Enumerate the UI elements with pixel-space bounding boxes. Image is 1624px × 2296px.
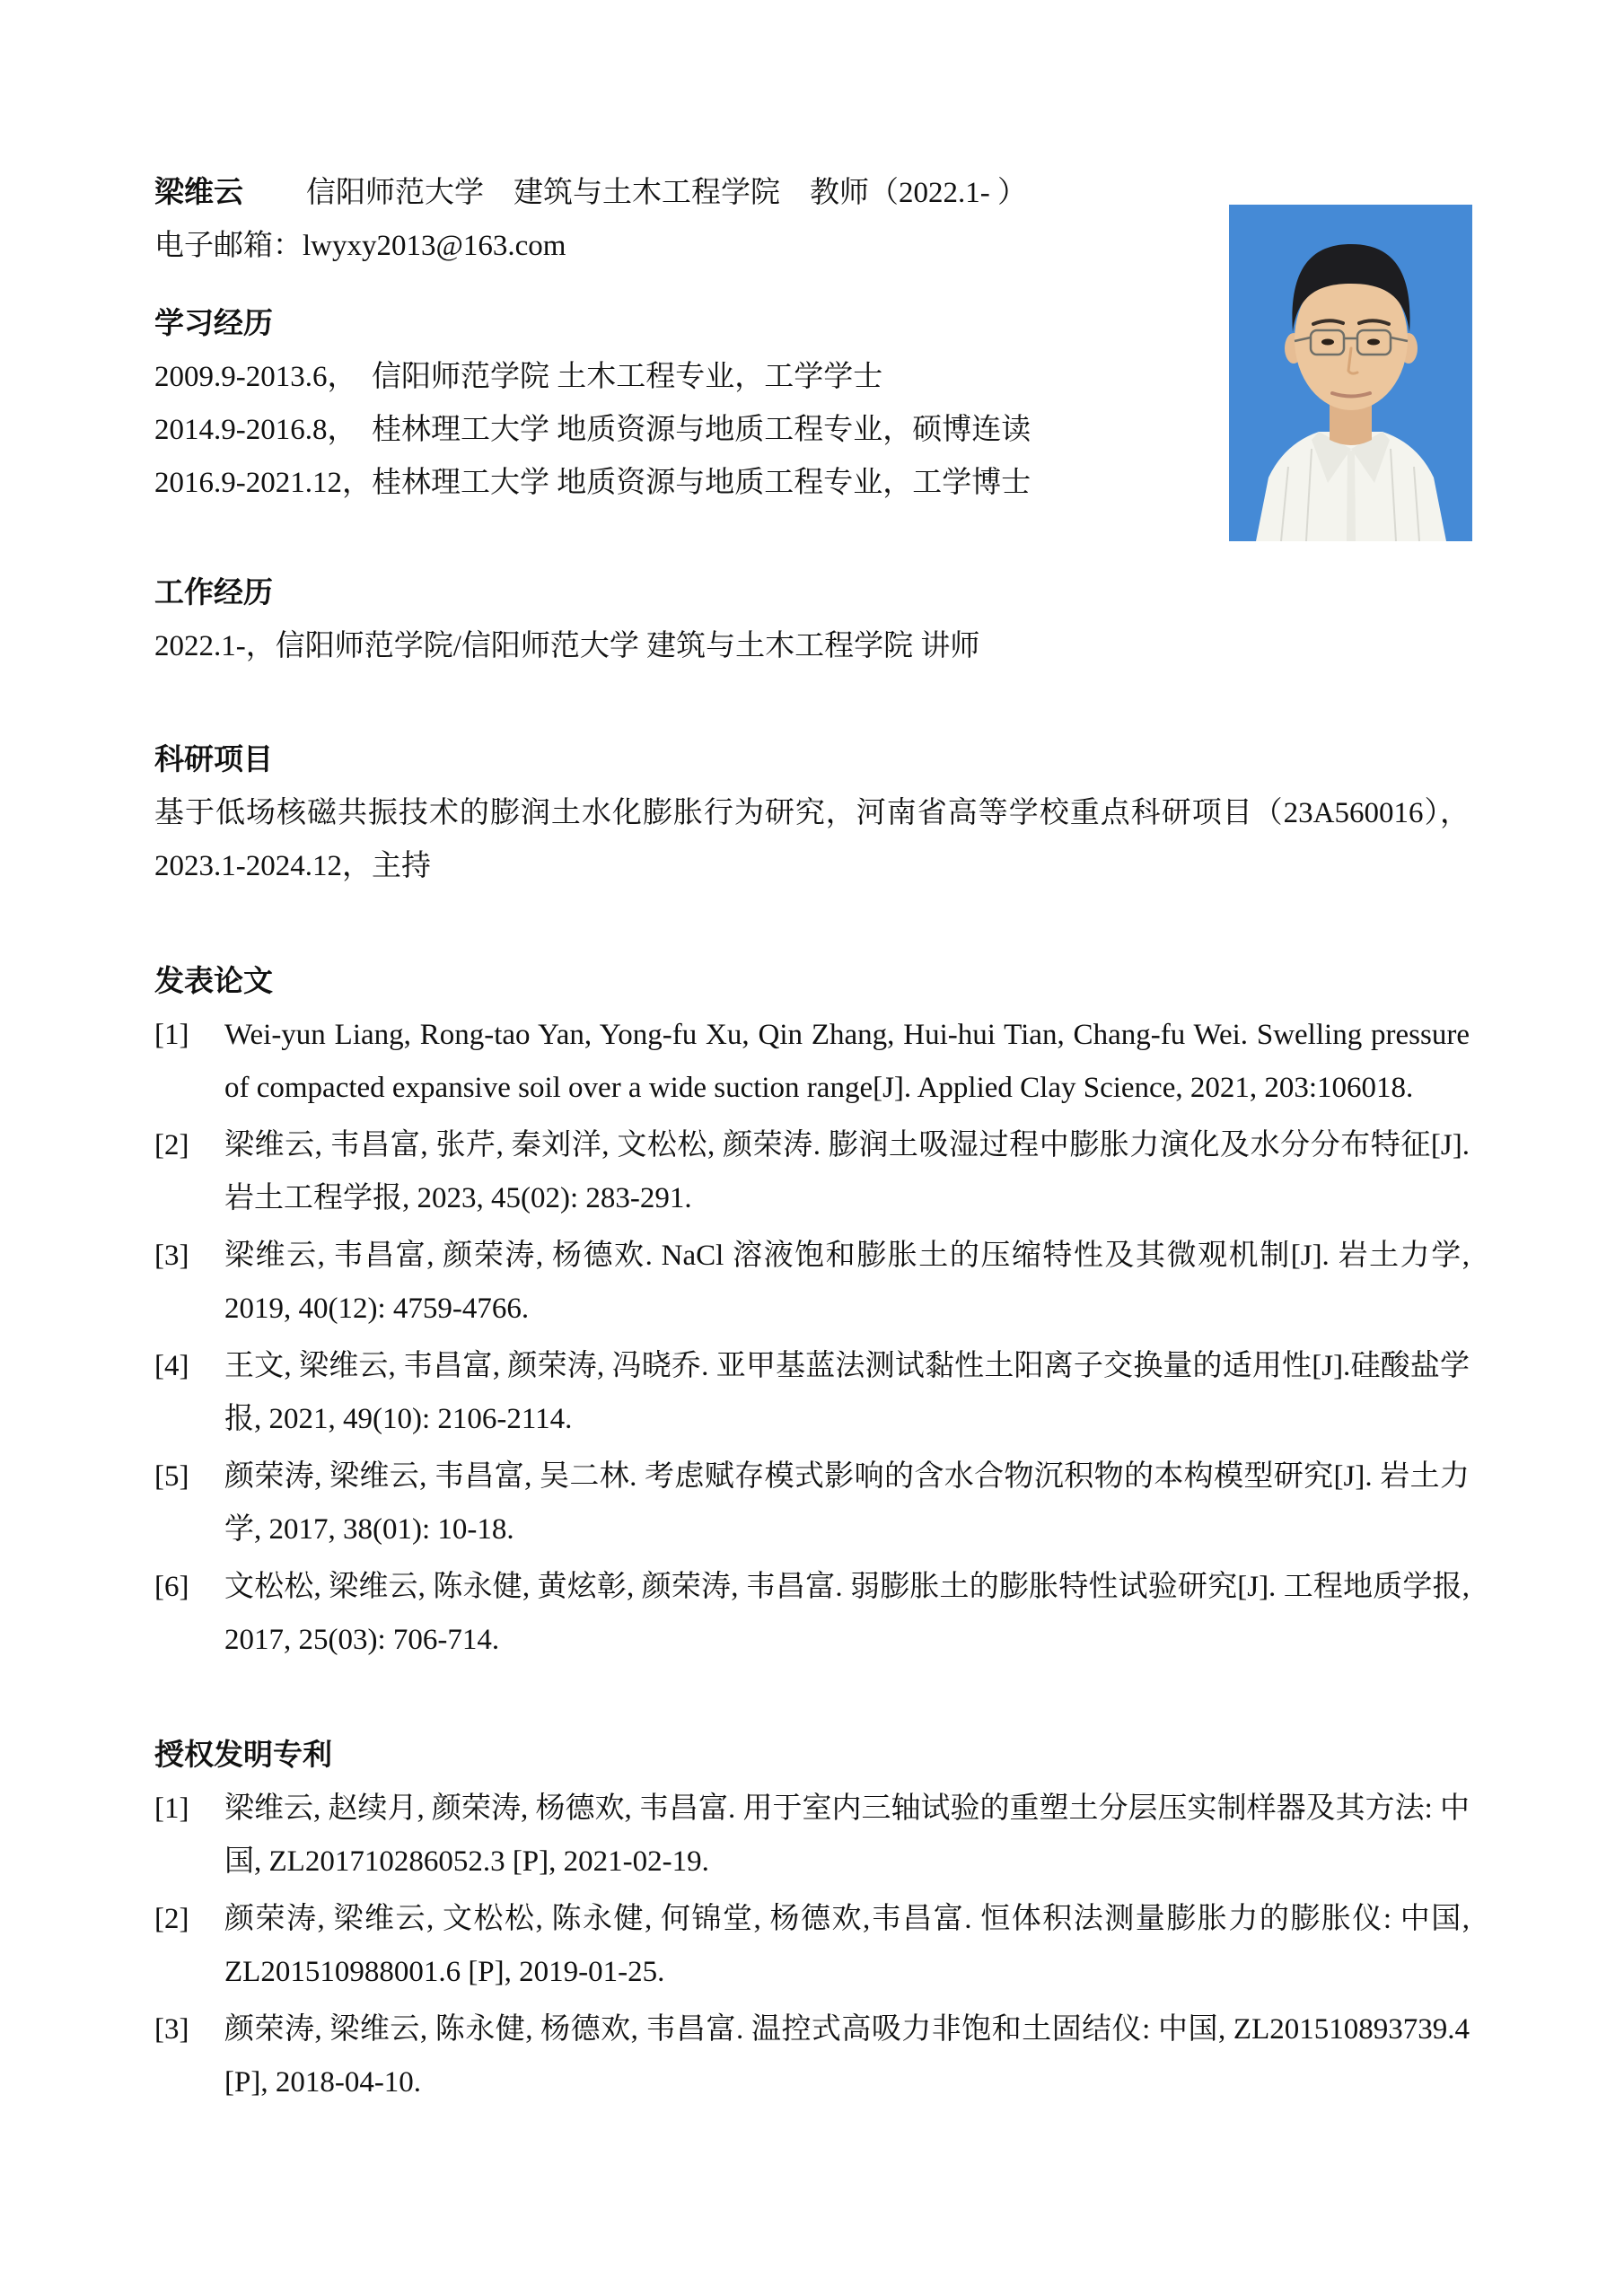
patent-text: 颜荣涛, 梁维云, 陈永健, 杨德欢, 韦昌富. 温控式高吸力非饱和土固结仪: 中国, ZL201510893739.4 [P], 2018-04-10. [224,2013,1470,2099]
paper-number: [6] [154,1571,189,1603]
paper-number: [4] [154,1350,189,1382]
patent-text: 梁维云, 赵续月, 颜荣涛, 杨德欢, 韦昌富. 用于室内三轴试验的重塑土分层压实制样器及其方法: 中国, ZL201710286052.3 [P], 2021-02-19. [224,1792,1470,1878]
paper-text: 梁维云, 韦昌富, 颜荣涛, 杨德欢. NaCl 溶液饱和膨胀土的压缩特性及其微观机制[J]. 岩土力学, 2019, 40(12): 4759-4766. [224,1240,1470,1325]
email-address: lwyxy2013@163.com [303,230,566,262]
patent-item [154,1893,1470,1999]
patent-number: [1] [154,1792,189,1825]
education-item: 2009.9-2013.6， 信阳师范学院 土木工程专业，工学学士 [154,361,883,393]
eye-right [1367,339,1380,346]
patent-item [154,2003,1470,2109]
section-heading-work: 工作经历 [154,577,273,609]
paper-item [154,1230,1470,1336]
paper-text: 文松松, 梁维云, 陈永健, 黄炫彰, 颜荣涛, 韦昌富. 弱膨胀土的膨胀特性试验研究[J]. 工程地质学报, 2017, 25(03): 706-714. [224,1571,1470,1656]
patent-number: [3] [154,2013,189,2046]
education-item: 2016.9-2021.12，桂林理工大学 地质资源与地质工程专业，工学博士 [154,467,1031,499]
project-item: 基于低场核磁共振技术的膨润土水化膨胀行为研究，河南省高等学校重点科研项目（23A560016），2023.1-2024.12，主持 [154,797,1470,882]
patent-item [154,1783,1470,1889]
work-item: 2022.1-，信阳师范学院/信阳师范大学 建筑与土木工程学院 讲师 [154,630,980,662]
paper-text: 梁维云, 韦昌富, 张芹, 秦刘洋, 文松松, 颜荣涛. 膨润土吸湿过程中膨胀力演化及水分分布特征[J]. 岩土工程学报, 2023, 45(02): 283-291. [224,1129,1470,1214]
paper-item [154,1009,1470,1115]
paper-item [154,1450,1470,1556]
paper-number: [1] [154,1019,189,1051]
section-heading-projects: 科研项目 [154,744,273,776]
patent-text: 颜荣涛, 梁维云, 文松松, 陈永健, 何锦堂, 杨德欢,韦昌富. 恒体积法测量膨胀力的膨胀仪: 中国, ZL201510988001.6 [P], 2019-01-25. [224,1903,1470,1988]
person-affiliation: 信阳师范大学 建筑与土木工程学院 教师（2022.1- ） [306,177,1027,209]
paper-number: [3] [154,1240,189,1272]
paper-number: [2] [154,1129,189,1161]
education-item: 2014.9-2016.8， 桂林理工大学 地质资源与地质工程专业，硕博连读 [154,414,1031,446]
email-label: 电子邮箱： [154,230,303,262]
section-heading-papers: 发表论文 [154,966,273,998]
paper-text: Wei-yun Liang, Rong-tao Yan, Yong-fu Xu, Qin Zhang, Hui-hui Tian, Chang-fu Wei. Swelling pressure of compacted expansive soil over a wide suction range[J]. Applied Clay Science, 2021, 203:106018. [224,1019,1470,1104]
paper-item [154,1561,1470,1667]
paper-number: [5] [154,1460,189,1493]
paper-item [154,1340,1470,1446]
profile-photo [1229,205,1472,541]
section-heading-education: 学习经历 [154,308,273,340]
portrait-illustration [1229,205,1472,541]
eye-left [1321,339,1334,346]
section-heading-patents: 授权发明专利 [154,1740,332,1772]
person-name: 梁维云 [154,177,243,209]
paper-item [154,1119,1470,1225]
patent-number: [2] [154,1903,189,1935]
paper-text: 王文, 梁维云, 韦昌富, 颜荣涛, 冯晓乔. 亚甲基蓝法测试黏性土阳离子交换量的适用性[J].硅酸盐学报, 2021, 49(10): 2106-2114. [224,1350,1470,1435]
paper-text: 颜荣涛, 梁维云, 韦昌富, 吴二林. 考虑赋存模式影响的含水合物沉积物的本构模型研究[J]. 岩土力学, 2017, 38(01): 10-18. [224,1460,1470,1546]
